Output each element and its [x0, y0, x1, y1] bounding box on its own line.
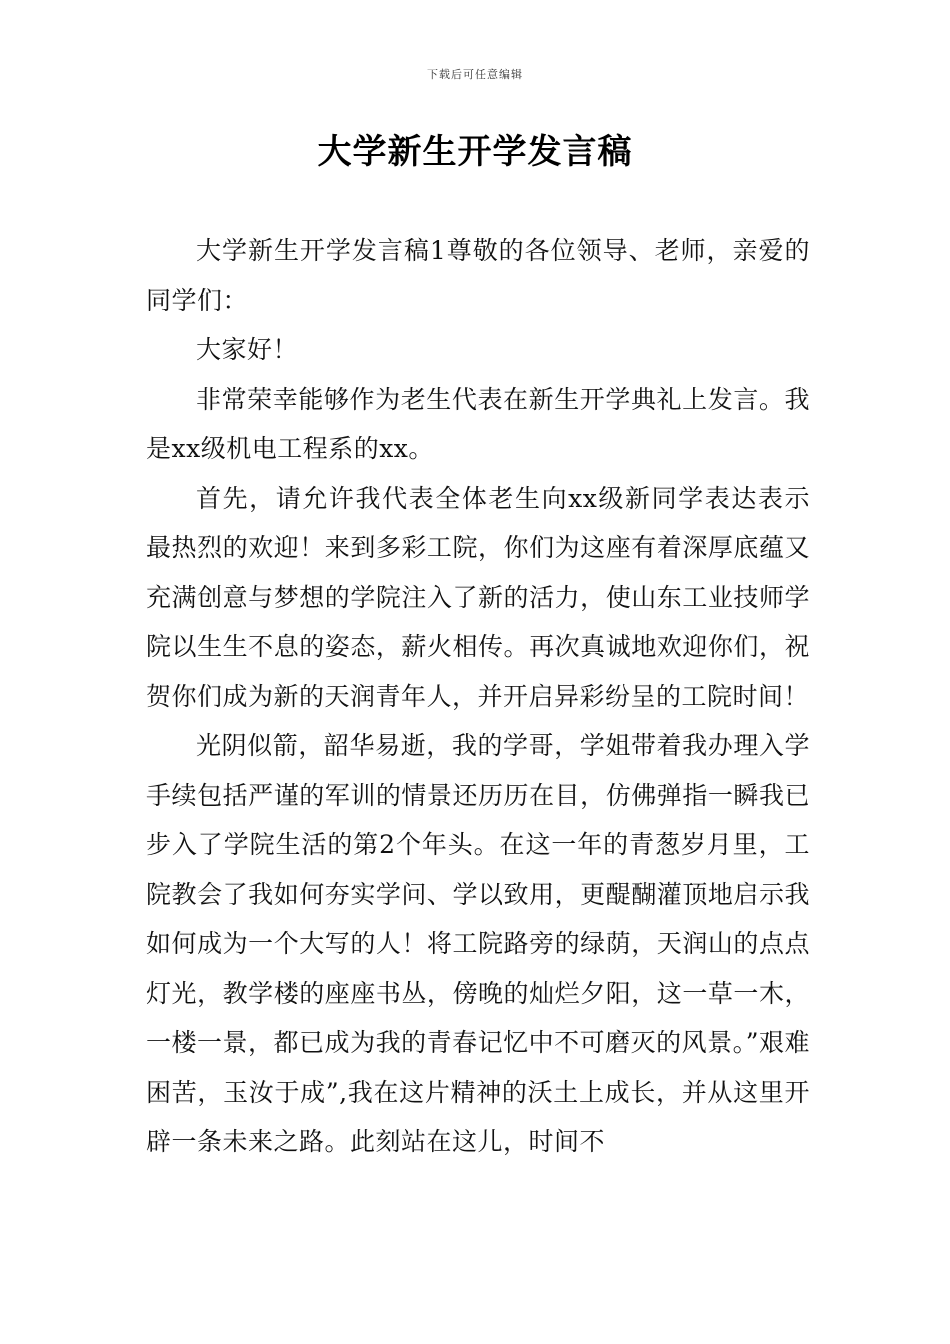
document-title: 大学新生开学发言稿	[317, 132, 633, 172]
paragraph-greeting: 大学新生开学发言稿1尊敬的各位领导、老师，亲爱的同学们：	[146, 236, 810, 315]
paragraph-intro: 非常荣幸能够作为老生代表在新生开学典礼上发言。我是xx级机电工程系的xx。	[146, 384, 810, 463]
paragraph-hello: 大家好！	[196, 335, 299, 364]
paragraph-welcome: 首先，请允许我代表全体老生向xx级新同学表达表示最热烈的欢迎！来到多彩工院，你们为这座有着深厚底蕴又充满创意与梦想的学院注入了新的活力，使山东工业技师学院以生生不息的姿态，薪火相传。再次真诚地欢迎你们，祝贺你们成为新的天润青年人，并开启异彩纷呈的工院时间！	[146, 483, 810, 711]
paragraph-reflection: 光阴似箭，韶华易逝，我的学哥，学姐带着我办理入学手续包括严谨的军训的情景还历历在目，仿佛弹指一瞬我已步入了学院生活的第2个年头。在这一年的青葱岁月里，工院教会了我如何夯实学问、学以致用，更醍醐灌顶地启示我如何成为一个大写的人！将工院路旁的绿荫，天润山的点点灯光，教学楼的座座书丛，傍晚的灿烂夕阳，这一草一木，一楼一景，都已成为我的青春记忆中不可磨灭的风景。”艰难困苦，玉汝于成”,我在这片精神的沃土上成长，并从这里开辟一条未来之路。此刻站在这儿，时间不	[146, 731, 810, 1156]
document-body	[146, 226, 810, 1167]
header-note: 下载后可任意编辑	[427, 68, 523, 81]
